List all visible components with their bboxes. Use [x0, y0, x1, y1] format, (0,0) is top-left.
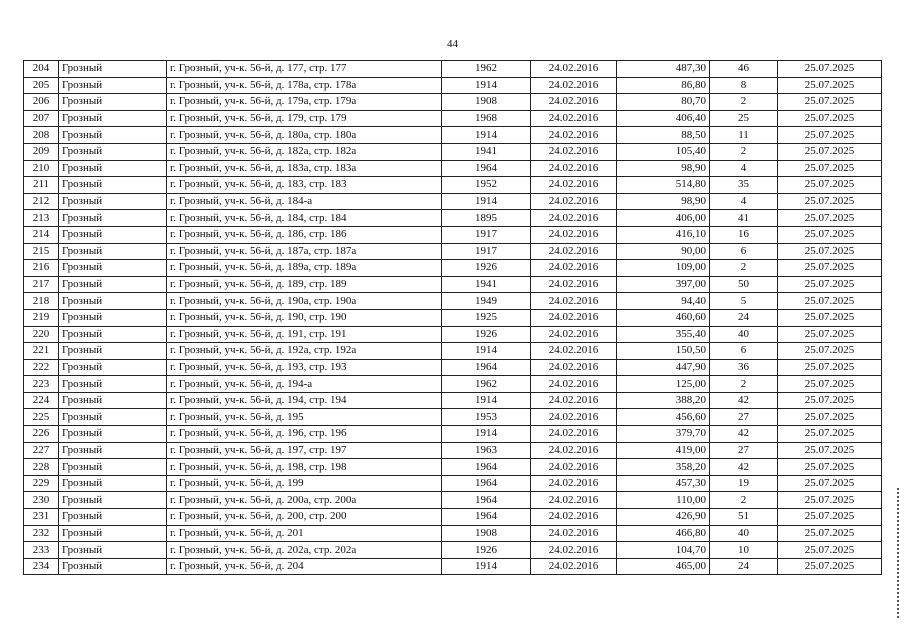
cell-city: Грозный: [59, 509, 167, 526]
cell-area: 125,00: [617, 376, 710, 393]
cell-address: г. Грозный, уч-к. 56-й, д. 179, стр. 179: [167, 110, 442, 127]
cell-area: 465,00: [617, 558, 710, 575]
cell-date2: 25.07.2025: [778, 343, 882, 360]
table-row: [24, 525, 882, 542]
cell-address: г. Грозный, уч-к. 56-й, д. 194-а: [167, 376, 442, 393]
cell-date2: 25.07.2025: [778, 193, 882, 210]
cell-num: 217: [24, 276, 59, 293]
cell-address: г. Грозный, уч-к. 56-й, д. 189, стр. 189: [167, 276, 442, 293]
cell-num: 234: [24, 558, 59, 575]
cell-date2: 25.07.2025: [778, 293, 882, 310]
cell-area: 457,30: [617, 475, 710, 492]
cell-address: г. Грозный, уч-к. 56-й, д. 187а, стр. 187а: [167, 243, 442, 260]
cell-area: 86,80: [617, 77, 710, 94]
cell-city: Грозный: [59, 110, 167, 127]
cell-num: 209: [24, 143, 59, 160]
cell-date2: 25.07.2025: [778, 260, 882, 277]
cell-city: Грозный: [59, 226, 167, 243]
cell-date2: 25.07.2025: [778, 492, 882, 509]
cell-date2: 25.07.2025: [778, 426, 882, 443]
cell-date: 24.02.2016: [531, 243, 617, 260]
cell-num: 230: [24, 492, 59, 509]
cell-date2: 25.07.2025: [778, 210, 882, 227]
cell-city: Грозный: [59, 276, 167, 293]
cell-address: г. Грозный, уч-к. 56-й, д. 199: [167, 475, 442, 492]
cell-area: 397,00: [617, 276, 710, 293]
cell-city: Грозный: [59, 392, 167, 409]
cell-date2: 25.07.2025: [778, 110, 882, 127]
cell-date: 24.02.2016: [531, 442, 617, 459]
cell-city: Грозный: [59, 177, 167, 194]
cell-area: 379,70: [617, 426, 710, 443]
cell-count: 2: [710, 260, 778, 277]
cell-date: 24.02.2016: [531, 525, 617, 542]
cell-area: 426,90: [617, 509, 710, 526]
cell-date2: 25.07.2025: [778, 127, 882, 144]
cell-date: 24.02.2016: [531, 210, 617, 227]
cell-year: 1963: [442, 442, 531, 459]
cell-count: 2: [710, 94, 778, 111]
cell-date2: 25.07.2025: [778, 475, 882, 492]
table-row: [24, 226, 882, 243]
table-row: [24, 409, 882, 426]
table-row: [24, 475, 882, 492]
table-row: [24, 77, 882, 94]
cell-num: 221: [24, 343, 59, 360]
cell-date2: 25.07.2025: [778, 276, 882, 293]
cell-year: 1964: [442, 459, 531, 476]
cell-address: г. Грозный, уч-к. 56-й, д. 196, стр. 196: [167, 426, 442, 443]
cell-area: 98,90: [617, 193, 710, 210]
cell-num: 216: [24, 260, 59, 277]
table-row: [24, 509, 882, 526]
cell-date: 24.02.2016: [531, 492, 617, 509]
cell-count: 41: [710, 210, 778, 227]
cell-city: Грозный: [59, 442, 167, 459]
cell-date2: 25.07.2025: [778, 226, 882, 243]
cell-city: Грозный: [59, 376, 167, 393]
cell-year: 1964: [442, 509, 531, 526]
cell-address: г. Грозный, уч-к. 56-й, д. 180а, стр. 180а: [167, 127, 442, 144]
cell-city: Грозный: [59, 210, 167, 227]
cell-num: 220: [24, 326, 59, 343]
cell-city: Грозный: [59, 326, 167, 343]
cell-num: 229: [24, 475, 59, 492]
cell-city: Грозный: [59, 143, 167, 160]
cell-date2: 25.07.2025: [778, 309, 882, 326]
cell-city: Грозный: [59, 61, 167, 78]
table-row: [24, 94, 882, 111]
cell-area: 460,60: [617, 309, 710, 326]
cell-date: 24.02.2016: [531, 160, 617, 177]
cell-year: 1962: [442, 376, 531, 393]
cell-num: 205: [24, 77, 59, 94]
cell-area: 406,00: [617, 210, 710, 227]
cell-num: 210: [24, 160, 59, 177]
cell-address: г. Грозный, уч-к. 56-й, д. 177, стр. 177: [167, 61, 442, 78]
table-row: [24, 442, 882, 459]
cell-year: 1914: [442, 343, 531, 360]
cell-area: 105,40: [617, 143, 710, 160]
cell-address: г. Грозный, уч-к. 56-й, д. 195: [167, 409, 442, 426]
cell-date: 24.02.2016: [531, 475, 617, 492]
cell-count: 2: [710, 492, 778, 509]
cell-city: Грозный: [59, 293, 167, 310]
cell-area: 88,50: [617, 127, 710, 144]
table-row: [24, 492, 882, 509]
table-row: [24, 558, 882, 575]
cell-address: г. Грозный, уч-к. 56-й, д. 192а, стр. 192а: [167, 343, 442, 360]
cell-city: Грозный: [59, 558, 167, 575]
cell-city: Грозный: [59, 260, 167, 277]
cell-count: 16: [710, 226, 778, 243]
cell-address: г. Грозный, уч-к. 56-й, д. 184-а: [167, 193, 442, 210]
cell-address: г. Грозный, уч-к. 56-й, д. 186, стр. 186: [167, 226, 442, 243]
cell-count: 5: [710, 293, 778, 310]
table-row: [24, 61, 882, 78]
cell-city: Грозный: [59, 525, 167, 542]
cell-date: 24.02.2016: [531, 260, 617, 277]
cell-count: 42: [710, 392, 778, 409]
cell-address: г. Грозный, уч-к. 56-й, д. 179а, стр. 179а: [167, 94, 442, 111]
cell-num: 214: [24, 226, 59, 243]
cell-area: 419,00: [617, 442, 710, 459]
cell-address: г. Грозный, уч-к. 56-й, д. 204: [167, 558, 442, 575]
cell-city: Грозный: [59, 492, 167, 509]
cell-date2: 25.07.2025: [778, 459, 882, 476]
cell-year: 1941: [442, 143, 531, 160]
table-row: [24, 110, 882, 127]
cell-address: г. Грозный, уч-к. 56-й, д. 182а, стр. 182а: [167, 143, 442, 160]
cell-date2: 25.07.2025: [778, 61, 882, 78]
cell-count: 19: [710, 475, 778, 492]
cell-date: 24.02.2016: [531, 94, 617, 111]
cell-count: 11: [710, 127, 778, 144]
cell-count: 6: [710, 243, 778, 260]
cell-area: 94,40: [617, 293, 710, 310]
cell-count: 51: [710, 509, 778, 526]
cell-count: 8: [710, 77, 778, 94]
cell-year: 1952: [442, 177, 531, 194]
cell-num: 228: [24, 459, 59, 476]
cell-date: 24.02.2016: [531, 426, 617, 443]
cell-count: 46: [710, 61, 778, 78]
cell-address: г. Грозный, уч-к. 56-й, д. 184, стр. 184: [167, 210, 442, 227]
cell-count: 35: [710, 177, 778, 194]
cell-date: 24.02.2016: [531, 326, 617, 343]
cell-city: Грозный: [59, 127, 167, 144]
table-row: [24, 276, 882, 293]
cell-date2: 25.07.2025: [778, 509, 882, 526]
table-row: [24, 127, 882, 144]
cell-year: 1964: [442, 492, 531, 509]
cell-year: 1914: [442, 426, 531, 443]
cell-area: 456,60: [617, 409, 710, 426]
cell-date: 24.02.2016: [531, 293, 617, 310]
cell-date: 24.02.2016: [531, 226, 617, 243]
cell-date2: 25.07.2025: [778, 326, 882, 343]
cell-year: 1917: [442, 243, 531, 260]
cell-count: 42: [710, 426, 778, 443]
cell-num: 233: [24, 542, 59, 559]
table-row: [24, 260, 882, 277]
cell-area: 358,20: [617, 459, 710, 476]
cell-city: Грозный: [59, 243, 167, 260]
table-row: [24, 376, 882, 393]
cell-count: 36: [710, 359, 778, 376]
cell-city: Грозный: [59, 160, 167, 177]
cell-year: 1941: [442, 276, 531, 293]
cell-date2: 25.07.2025: [778, 177, 882, 194]
cell-date: 24.02.2016: [531, 110, 617, 127]
cell-date2: 25.07.2025: [778, 442, 882, 459]
cell-count: 2: [710, 143, 778, 160]
cell-year: 1917: [442, 226, 531, 243]
cell-date: 24.02.2016: [531, 509, 617, 526]
table-row: [24, 343, 882, 360]
cell-date: 24.02.2016: [531, 127, 617, 144]
cell-city: Грозный: [59, 77, 167, 94]
cell-num: 227: [24, 442, 59, 459]
table-row: [24, 193, 882, 210]
cell-city: Грозный: [59, 359, 167, 376]
cell-year: 1964: [442, 359, 531, 376]
cell-date: 24.02.2016: [531, 409, 617, 426]
cell-area: 104,70: [617, 542, 710, 559]
cell-year: 1949: [442, 293, 531, 310]
cell-area: 447,90: [617, 359, 710, 376]
cell-date2: 25.07.2025: [778, 243, 882, 260]
cell-count: 25: [710, 110, 778, 127]
cell-date: 24.02.2016: [531, 177, 617, 194]
cell-num: 223: [24, 376, 59, 393]
cell-date2: 25.07.2025: [778, 160, 882, 177]
cell-year: 1914: [442, 77, 531, 94]
cell-area: 466,80: [617, 525, 710, 542]
cell-year: 1926: [442, 260, 531, 277]
cell-count: 2: [710, 376, 778, 393]
cell-address: г. Грозный, уч-к. 56-й, д. 189а, стр. 189а: [167, 260, 442, 277]
cell-city: Грозный: [59, 426, 167, 443]
cell-num: 232: [24, 525, 59, 542]
cell-address: г. Грозный, уч-к. 56-й, д. 194, стр. 194: [167, 392, 442, 409]
cell-year: 1908: [442, 525, 531, 542]
cell-city: Грозный: [59, 459, 167, 476]
cell-count: 24: [710, 558, 778, 575]
cell-count: 27: [710, 409, 778, 426]
cell-date2: 25.07.2025: [778, 359, 882, 376]
cell-count: 42: [710, 459, 778, 476]
cell-date2: 25.07.2025: [778, 376, 882, 393]
table-row: [24, 426, 882, 443]
cell-num: 218: [24, 293, 59, 310]
cell-address: г. Грозный, уч-к. 56-й, д. 183а, стр. 183а: [167, 160, 442, 177]
cell-date: 24.02.2016: [531, 276, 617, 293]
cell-area: 80,70: [617, 94, 710, 111]
cell-area: 98,90: [617, 160, 710, 177]
cell-date2: 25.07.2025: [778, 409, 882, 426]
cell-num: 224: [24, 392, 59, 409]
table-row: [24, 293, 882, 310]
cell-address: г. Грозный, уч-к. 56-й, д. 191, стр. 191: [167, 326, 442, 343]
cell-date: 24.02.2016: [531, 77, 617, 94]
cell-date: 24.02.2016: [531, 542, 617, 559]
cell-year: 1895: [442, 210, 531, 227]
cell-address: г. Грозный, уч-к. 56-й, д. 190а, стр. 190а: [167, 293, 442, 310]
cell-address: г. Грозный, уч-к. 56-й, д. 201: [167, 525, 442, 542]
cell-area: 110,00: [617, 492, 710, 509]
cell-num: 207: [24, 110, 59, 127]
cell-num: 215: [24, 243, 59, 260]
cell-date: 24.02.2016: [531, 558, 617, 575]
cell-num: 219: [24, 309, 59, 326]
cell-date: 24.02.2016: [531, 61, 617, 78]
table-row: [24, 459, 882, 476]
table-row: [24, 326, 882, 343]
cell-address: г. Грозный, уч-к. 56-й, д. 200, стр. 200: [167, 509, 442, 526]
cell-city: Грозный: [59, 193, 167, 210]
cell-num: 204: [24, 61, 59, 78]
cell-count: 4: [710, 193, 778, 210]
cell-count: 40: [710, 326, 778, 343]
cell-city: Грозный: [59, 94, 167, 111]
cell-num: 226: [24, 426, 59, 443]
cell-date2: 25.07.2025: [778, 77, 882, 94]
cell-count: 6: [710, 343, 778, 360]
cell-num: 213: [24, 210, 59, 227]
scan-edge-marks: [897, 488, 903, 618]
cell-year: 1914: [442, 392, 531, 409]
cell-area: 150,50: [617, 343, 710, 360]
cell-date2: 25.07.2025: [778, 392, 882, 409]
cell-count: 50: [710, 276, 778, 293]
cell-count: 4: [710, 160, 778, 177]
cell-address: г. Грозный, уч-к. 56-й, д. 202а, стр. 202а: [167, 542, 442, 559]
cell-city: Грозный: [59, 343, 167, 360]
cell-date: 24.02.2016: [531, 193, 617, 210]
cell-area: 388,20: [617, 392, 710, 409]
table-row: [24, 359, 882, 376]
cell-year: 1925: [442, 309, 531, 326]
cell-num: 222: [24, 359, 59, 376]
cell-date2: 25.07.2025: [778, 542, 882, 559]
cell-year: 1908: [442, 94, 531, 111]
registry-table: [23, 60, 882, 575]
table-row: [24, 243, 882, 260]
cell-city: Грозный: [59, 542, 167, 559]
cell-address: г. Грозный, уч-к. 56-й, д. 190, стр. 190: [167, 309, 442, 326]
cell-num: 231: [24, 509, 59, 526]
cell-area: 355,40: [617, 326, 710, 343]
cell-address: г. Грозный, уч-к. 56-й, д. 198, стр. 198: [167, 459, 442, 476]
cell-num: 225: [24, 409, 59, 426]
cell-num: 208: [24, 127, 59, 144]
table-row: [24, 309, 882, 326]
cell-year: 1953: [442, 409, 531, 426]
cell-num: 206: [24, 94, 59, 111]
cell-date: 24.02.2016: [531, 459, 617, 476]
cell-area: 416,10: [617, 226, 710, 243]
cell-date: 24.02.2016: [531, 359, 617, 376]
cell-area: 90,00: [617, 243, 710, 260]
cell-year: 1914: [442, 127, 531, 144]
cell-year: 1914: [442, 558, 531, 575]
cell-year: 1964: [442, 475, 531, 492]
cell-year: 1962: [442, 61, 531, 78]
cell-date: 24.02.2016: [531, 309, 617, 326]
registry-body: [24, 61, 882, 575]
table-row: [24, 392, 882, 409]
cell-date2: 25.07.2025: [778, 558, 882, 575]
cell-num: 211: [24, 177, 59, 194]
cell-address: г. Грозный, уч-к. 56-й, д. 197, стр. 197: [167, 442, 442, 459]
cell-count: 27: [710, 442, 778, 459]
cell-year: 1968: [442, 110, 531, 127]
cell-area: 109,00: [617, 260, 710, 277]
cell-year: 1926: [442, 542, 531, 559]
cell-city: Грозный: [59, 475, 167, 492]
cell-year: 1926: [442, 326, 531, 343]
cell-address: г. Грозный, уч-к. 56-й, д. 193, стр. 193: [167, 359, 442, 376]
cell-count: 10: [710, 542, 778, 559]
cell-address: г. Грозный, уч-к. 56-й, д. 183, стр. 183: [167, 177, 442, 194]
cell-date2: 25.07.2025: [778, 525, 882, 542]
cell-city: Грозный: [59, 409, 167, 426]
cell-year: 1964: [442, 160, 531, 177]
cell-area: 406,40: [617, 110, 710, 127]
cell-address: г. Грозный, уч-к. 56-й, д. 178а, стр. 178а: [167, 77, 442, 94]
cell-date: 24.02.2016: [531, 343, 617, 360]
cell-date2: 25.07.2025: [778, 143, 882, 160]
cell-area: 487,30: [617, 61, 710, 78]
cell-date: 24.02.2016: [531, 143, 617, 160]
table-row: [24, 160, 882, 177]
table-row: [24, 177, 882, 194]
cell-count: 40: [710, 525, 778, 542]
cell-year: 1914: [442, 193, 531, 210]
table-row: [24, 143, 882, 160]
cell-date: 24.02.2016: [531, 392, 617, 409]
cell-num: 212: [24, 193, 59, 210]
cell-city: Грозный: [59, 309, 167, 326]
cell-address: г. Грозный, уч-к. 56-й, д. 200а, стр. 200а: [167, 492, 442, 509]
cell-date: 24.02.2016: [531, 376, 617, 393]
table-row: [24, 210, 882, 227]
table-row: [24, 542, 882, 559]
cell-area: 514,80: [617, 177, 710, 194]
cell-count: 24: [710, 309, 778, 326]
page-number: 44: [447, 38, 458, 50]
cell-date2: 25.07.2025: [778, 94, 882, 111]
